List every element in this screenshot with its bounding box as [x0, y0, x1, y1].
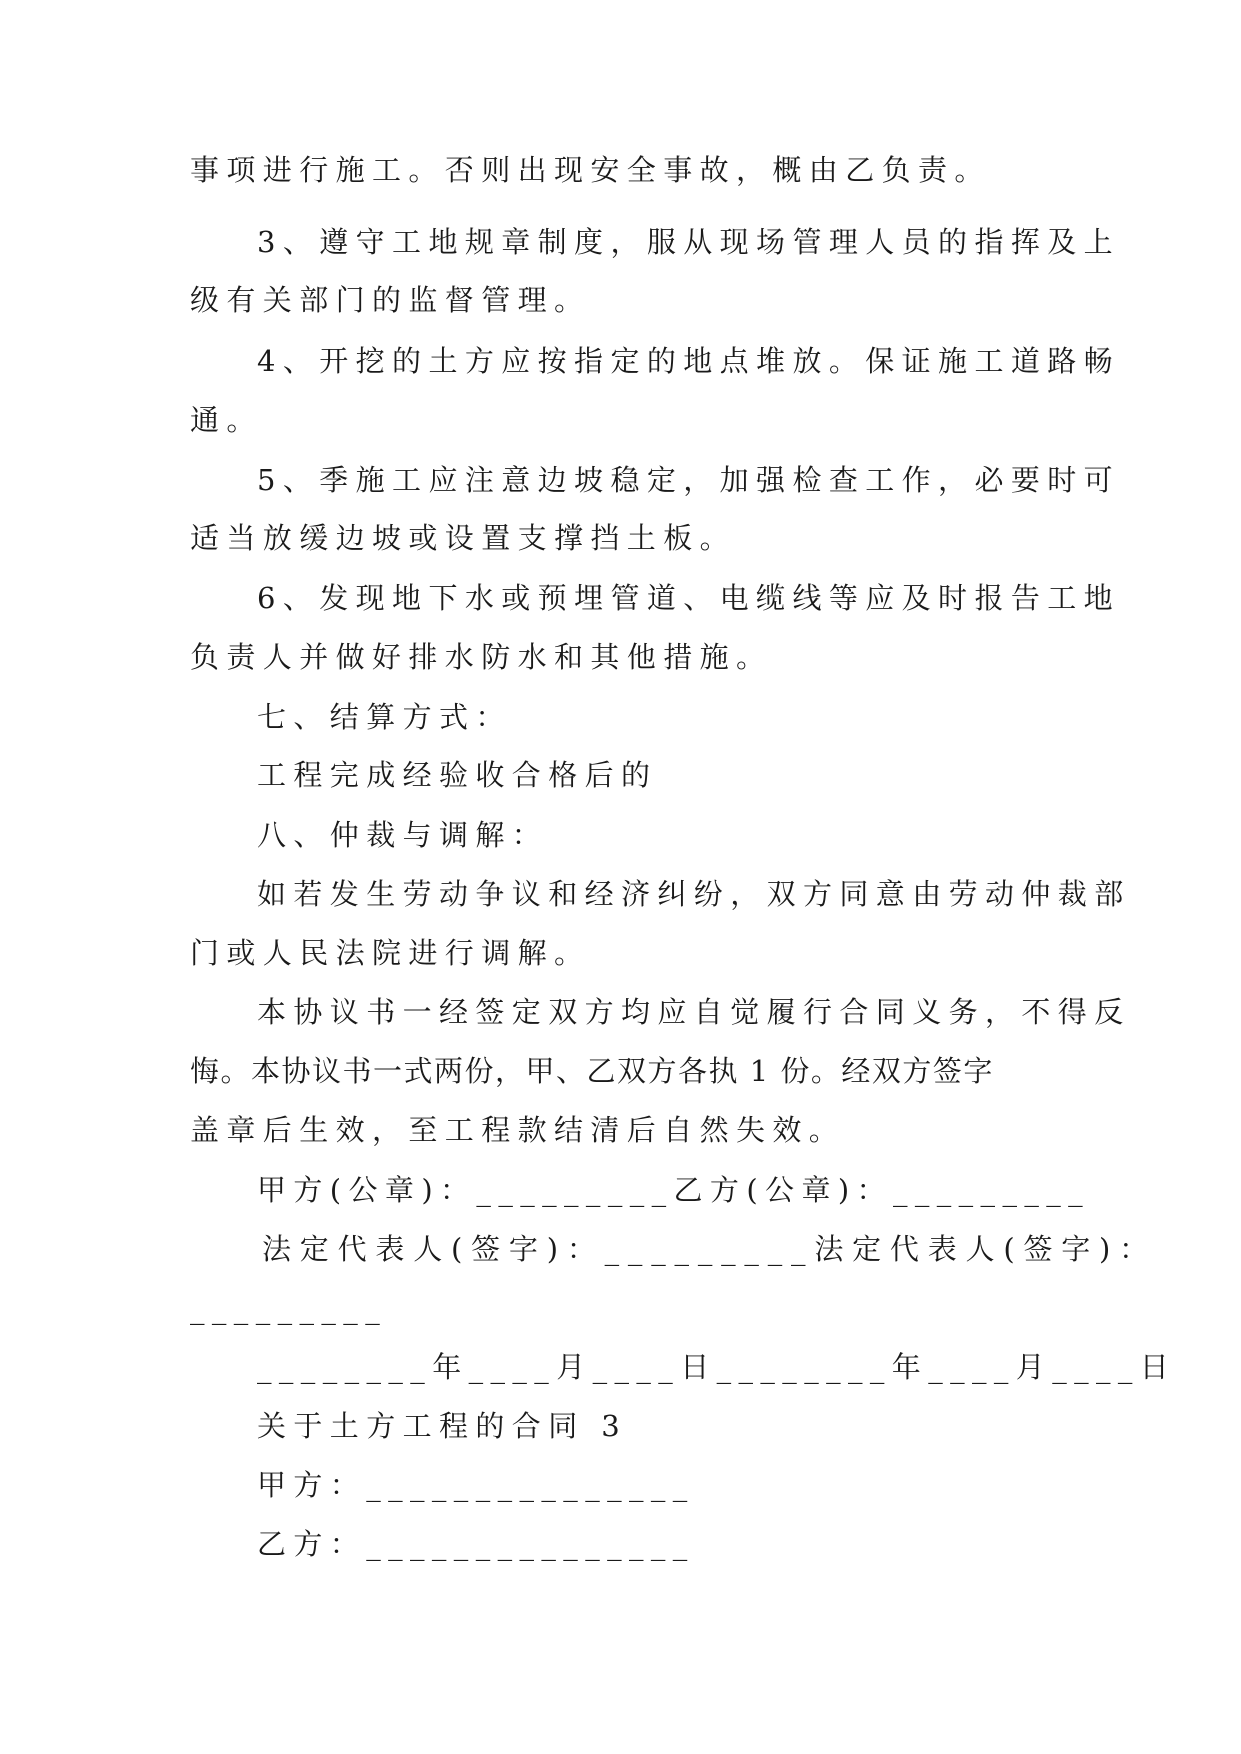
paragraph-line: 门或人民法院进行调解。 — [190, 936, 591, 970]
contract-title: 关于土方工程的合同 3 — [257, 1409, 628, 1443]
paragraph-line: 通。 — [190, 403, 263, 437]
paragraph-line: 级有关部门的监督管理。 — [190, 283, 591, 317]
signature-line-representatives: 法定代表人(签字)：_________法定代表人(签字)： — [262, 1232, 1157, 1266]
party-a-line: 甲方：_______________ — [257, 1468, 695, 1502]
paragraph-line: 3、遵守工地规章制度，服从现场管理人员的指挥及上 — [257, 225, 1121, 259]
paragraph-line: 悔。本协议书一式两份，甲、乙双方各执 1 份。经双方签字 — [190, 1054, 994, 1088]
paragraph-line: 本协议书一经签定双方均应自觉履行合同义务，不得反 — [257, 995, 1131, 1029]
paragraph-line: 适当放缓边坡或设置支撑挡土板。 — [190, 521, 737, 555]
signature-blank: _________ — [190, 1291, 388, 1325]
paragraph-line: 盖章后生效，至工程款结清后自然失效。 — [190, 1113, 846, 1147]
paragraph-line: 6、发现地下水或预埋管道、电缆线等应及时报告工地 — [257, 581, 1121, 615]
paragraph-line: 事项进行施工。否则出现安全事故，概由乙负责。 — [190, 153, 991, 187]
section-heading: 七、结算方式： — [257, 700, 512, 734]
paragraph-line: 负责人并做好排水防水和其他措施。 — [190, 640, 773, 674]
signature-line-seals: 甲方(公章)：_________乙方(公章)：_________ — [257, 1173, 1091, 1207]
paragraph-line: 5、季施工应注意边坡稳定，加强检查工作，必要时可 — [257, 463, 1121, 497]
date-line: ________年____月____日________年____月____日 — [257, 1350, 1177, 1384]
paragraph-line: 4、开挖的土方应按指定的地点堆放。保证施工道路畅 — [257, 344, 1121, 378]
paragraph-line: 如若发生劳动争议和经济纠纷，双方同意由劳动仲裁部 — [257, 877, 1131, 911]
paragraph-line: 工程完成经验收合格后的 — [257, 758, 658, 792]
section-heading: 八、仲裁与调解： — [257, 818, 549, 852]
party-b-line: 乙方：_______________ — [257, 1527, 695, 1561]
